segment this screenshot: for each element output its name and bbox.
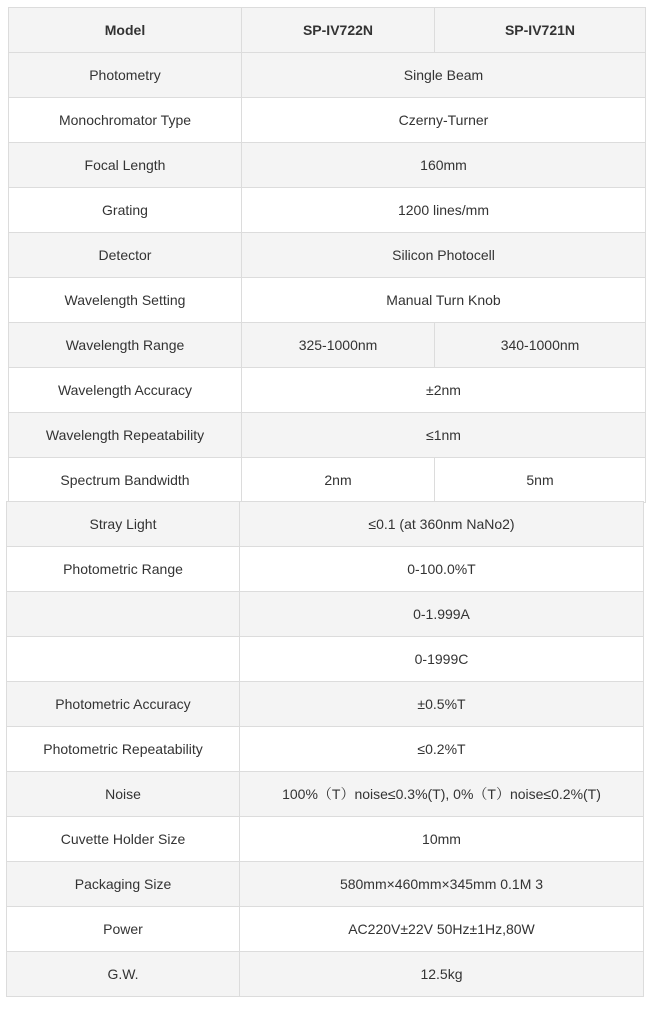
row-label: Wavelength Setting [9, 278, 242, 323]
table-row [7, 862, 644, 907]
table-row [9, 143, 646, 188]
header-model-2: SP-IV721N [435, 8, 646, 53]
header-model-1: SP-IV722N [242, 8, 435, 53]
row-value-1: 325-1000nm [242, 323, 435, 368]
row-value: 12.5kg [240, 952, 644, 997]
table-row [9, 413, 646, 458]
row-value: 1200 lines/mm [242, 188, 646, 233]
row-label: Spectrum Bandwidth [9, 458, 242, 503]
table-row [9, 368, 646, 413]
table-row [9, 98, 646, 143]
table-header-row [9, 8, 646, 53]
row-label: Wavelength Range [9, 323, 242, 368]
table-row [7, 952, 644, 997]
spec-table-top [8, 7, 646, 503]
row-label: Monochromator Type [9, 98, 242, 143]
table-row [9, 278, 646, 323]
table-row [9, 458, 646, 503]
row-value: AC220V±22V 50Hz±1Hz,80W [240, 907, 644, 952]
row-value: 10mm [240, 817, 644, 862]
row-label: Packaging Size [7, 862, 240, 907]
row-value: ≤0.1 (at 360nm NaNo2) [240, 502, 644, 547]
table-row [7, 502, 644, 547]
row-value: ±0.5%T [240, 682, 644, 727]
header-model: Model [9, 8, 242, 53]
row-value: 0-1.999A [240, 592, 644, 637]
row-value: Silicon Photocell [242, 233, 646, 278]
row-label: Wavelength Repeatability [9, 413, 242, 458]
row-label [7, 637, 240, 682]
table-row [7, 817, 644, 862]
table-row [9, 188, 646, 233]
row-value-2: 5nm [435, 458, 646, 503]
row-value: Single Beam [242, 53, 646, 98]
table-row [7, 547, 644, 592]
row-label: Noise [7, 772, 240, 817]
table-row [9, 233, 646, 278]
row-label: Power [7, 907, 240, 952]
row-label: G.W. [7, 952, 240, 997]
row-label: Photometric Repeatability [7, 727, 240, 772]
row-value: ±2nm [242, 368, 646, 413]
row-label: Detector [9, 233, 242, 278]
row-value: 0-1999C [240, 637, 644, 682]
row-label: Photometric Accuracy [7, 682, 240, 727]
row-value: Manual Turn Knob [242, 278, 646, 323]
table-row [7, 727, 644, 772]
table-row [7, 772, 644, 817]
row-value: Czerny-Turner [242, 98, 646, 143]
table-row [7, 592, 644, 637]
row-label: Stray Light [7, 502, 240, 547]
row-value: 0-100.0%T [240, 547, 644, 592]
row-label: Photometry [9, 53, 242, 98]
row-value: 580mm×460mm×345mm 0.1M 3 [240, 862, 644, 907]
row-value-2: 340-1000nm [435, 323, 646, 368]
row-value-1: 2nm [242, 458, 435, 503]
row-label: Grating [9, 188, 242, 233]
row-label: Focal Length [9, 143, 242, 188]
spec-table-bottom [6, 501, 644, 997]
table-row [9, 323, 646, 368]
row-label [7, 592, 240, 637]
table-row [7, 637, 644, 682]
table-row [7, 907, 644, 952]
row-label: Cuvette Holder Size [7, 817, 240, 862]
table-row [7, 682, 644, 727]
row-value: ≤1nm [242, 413, 646, 458]
table-row [9, 53, 646, 98]
row-value: 160mm [242, 143, 646, 188]
row-value: ≤0.2%T [240, 727, 644, 772]
row-label: Wavelength Accuracy [9, 368, 242, 413]
row-value: 100%（T）noise≤0.3%(T), 0%（T）noise≤0.2%(T) [240, 772, 644, 817]
row-label: Photometric Range [7, 547, 240, 592]
